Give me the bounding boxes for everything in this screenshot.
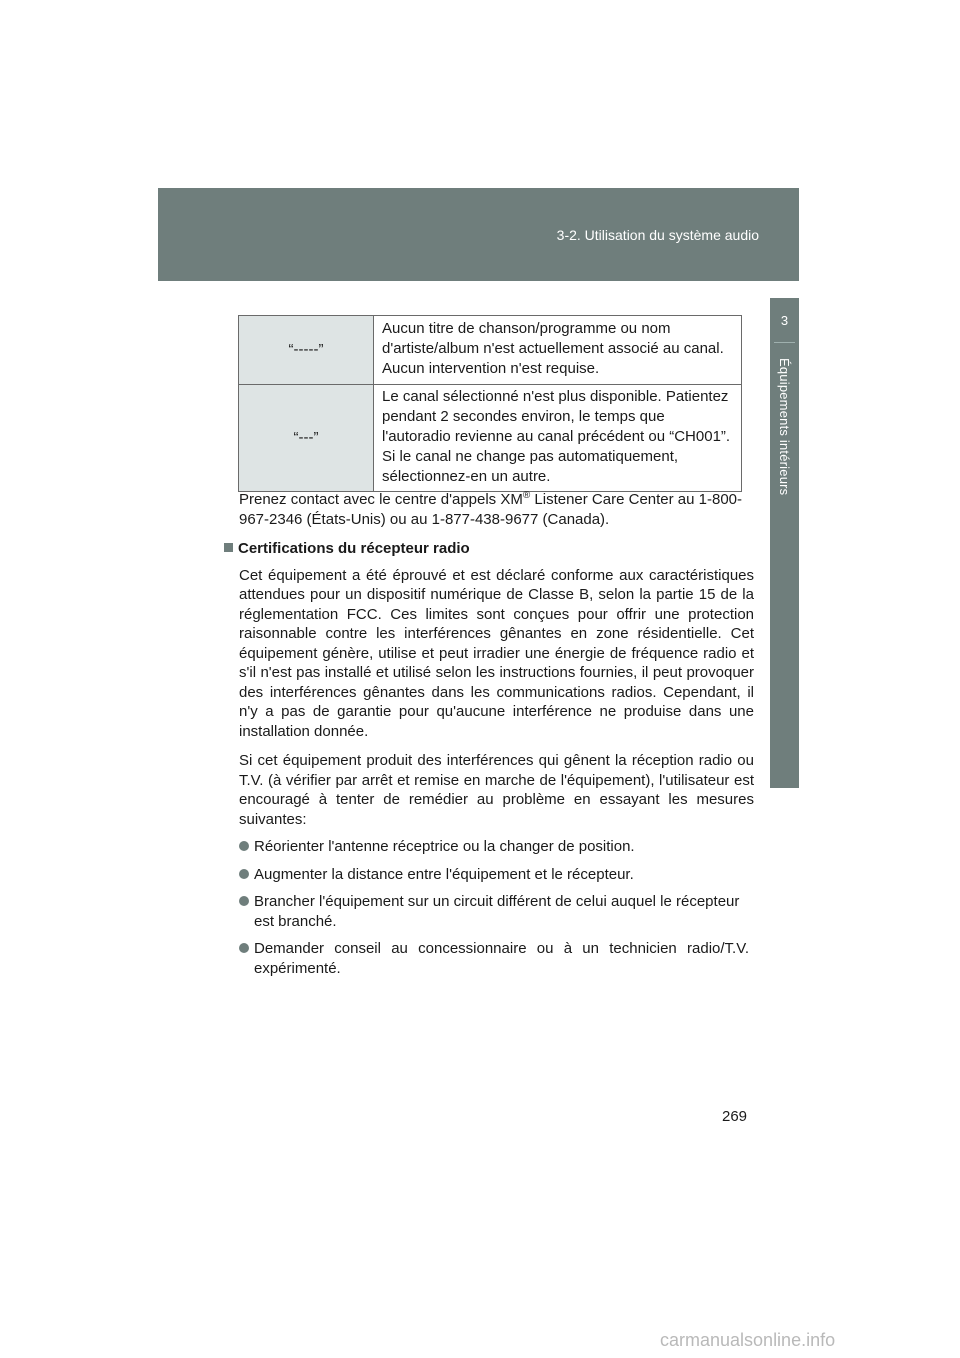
main-content	[224, 490, 754, 978]
registered-mark: ®	[522, 490, 531, 501]
list-item: Demander conseil au concessionnaire ou à un technicien radio/T.V. expérimenté.	[224, 939, 754, 978]
interference-paragraph: Si cet équipement produit des interférences qui gênent la réception radio ou T.V. (à vérifier par arrêt et remise en marche de l'équipement), l'utilisateur est encouragé à tenter de remédier au problème en essayant les mesures suivantes:	[239, 752, 754, 828]
list-item: Brancher l'équipement sur un circuit différent de celui auquel le récepteur est branché.	[224, 892, 754, 931]
status-display-table	[238, 315, 742, 492]
list-item: Réorienter l'antenne réceptrice ou la changer de position.	[224, 837, 754, 857]
square-bullet-icon	[224, 543, 233, 552]
page-number: 269	[722, 1108, 748, 1125]
description-cell: Le canal sélectionné n'est plus disponible. Patientez pendant 2 secondes environ, le temps que l'autoradio revienne au canal précédent ou “CH001”. Si le canal ne change pas automatiquement, sélectionnez-en un autre.	[374, 385, 742, 492]
section-title: 3-2. Utilisation du système audio	[556, 227, 759, 243]
section-heading: Certifications du récepteur radio	[224, 539, 754, 559]
table-row	[239, 316, 742, 385]
section-header	[158, 188, 799, 281]
chapter-number: 3	[780, 313, 789, 328]
round-bullet-icon	[239, 943, 249, 953]
watermark: carmanualsonline.info	[660, 1330, 836, 1350]
round-bullet-icon	[239, 869, 249, 879]
chapter-title: Équipements intérieurs	[777, 358, 792, 496]
contact-paragraph: Prenez contact avec le centre d'appels XM® Listener Care Center au 1-800-967-2346 (États-Unis) ou au 1-877-438-9677 (Canada).	[239, 490, 743, 528]
list-item: Augmenter la distance entre l'équipement et le récepteur.	[224, 865, 754, 885]
side-tab-divider	[774, 342, 795, 343]
round-bullet-icon	[239, 841, 249, 851]
certification-paragraph: Cet équipement a été éprouvé et est déclaré conforme aux caractéristiques attendues pour un dispositif numérique de Classe B, selon la partie 15 de la réglementation FCC. Ces limites sont conçues pour offrir une protection raisonnable contre les interférences gênantes en zone résidentielle. Cet équipement génère, utilise et peut irradier une énergie de fréquence radio et s'il n'est pas installé et utilisé selon les instructions fournies, il peut provoquer des interférences gênantes dans les communications radios. Cependant, il n'y a pas de garantie pour qu'aucune interférence ne produise dans une installation donnée.	[239, 566, 754, 740]
display-code-cell: “-----”	[239, 316, 374, 385]
description-cell: Aucun titre de chanson/programme ou nom d'artiste/album n'est actuellement associé au canal. Aucun intervention n'est requise.	[374, 316, 742, 385]
table-row	[239, 385, 742, 492]
display-code-cell: “---”	[239, 385, 374, 492]
round-bullet-icon	[239, 896, 249, 906]
chapter-side-tab	[770, 298, 799, 788]
